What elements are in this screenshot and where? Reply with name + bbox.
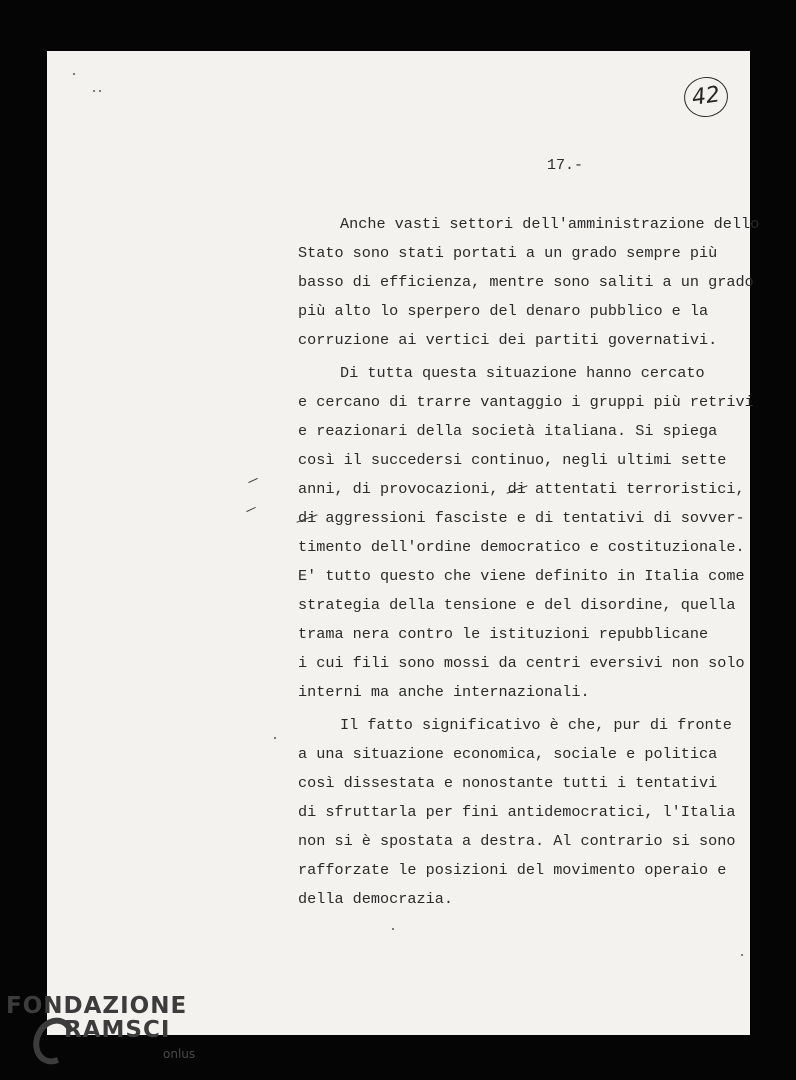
text-line-with-strikeout — [298, 475, 748, 504]
text-line: basso di efficienza, mentre sono saliti a un grado — [298, 273, 754, 291]
paper-speck — [392, 928, 394, 930]
text-line: Di tutta questa situazione hanno cercato — [340, 364, 705, 382]
paper-speck — [99, 90, 101, 92]
text-line: interni ma anche internazionali. — [298, 683, 590, 701]
text-line: di sfruttarla per fini antidemocratici, l'Italia — [298, 803, 736, 821]
text-line: a una situazione economica, sociale e politica — [298, 745, 718, 763]
text-line: e cercano di trarre vantaggio i gruppi più retrivi — [298, 393, 754, 411]
fondazione-gramsci-watermark — [6, 993, 206, 1073]
paper-speck — [73, 73, 75, 75]
text-line: rafforzate le posizioni del movimento operaio e — [298, 861, 727, 879]
paper-speck — [274, 737, 276, 739]
watermark-suffix: onlus — [163, 1047, 196, 1061]
text-line: timento dell'ordine democratico e costituzionale. — [298, 538, 745, 556]
text-line: così il succedersi continuo, negli ultimi sette — [298, 451, 727, 469]
page-number: 17.- — [547, 157, 584, 174]
text-line: non si è spostata a destra. Al contrario si sono — [298, 832, 736, 850]
paragraph-2 — [298, 359, 754, 707]
struck-word: di — [298, 509, 317, 527]
text-line: così dissestata e nonostante tutti i tentativi — [298, 774, 718, 792]
margin-mark — [248, 478, 257, 483]
archive-number-stamp: 42 — [681, 74, 730, 120]
watermark-line-1: FONDAZIONE — [6, 993, 188, 1019]
text-line: E' tutto questo che viene definito in Italia come — [298, 567, 745, 585]
text-segment: attentati terroristici, — [525, 480, 745, 498]
text-line-with-strikeout — [298, 504, 748, 533]
struck-word: di — [507, 480, 526, 498]
text-line: trama nera contro le istituzioni repubblicane — [298, 625, 709, 643]
text-line: Anche vasti settori dell'amministrazione dello — [340, 215, 760, 233]
text-segment: aggressioni fasciste e di tentativi di sovver- — [316, 509, 745, 527]
text-line: corruzione ai vertici dei partiti governativi. — [298, 331, 718, 349]
body-text — [298, 210, 760, 918]
text-segment: anni, di provocazioni, — [298, 480, 508, 498]
document-page — [47, 51, 760, 1035]
paper-speck — [93, 90, 95, 92]
text-line: strategia della tensione e del disordine, quella — [298, 596, 736, 614]
paragraph-1 — [298, 210, 760, 355]
paper-speck — [741, 954, 743, 956]
text-line: Il fatto significativo è che, pur di fronte — [340, 716, 732, 734]
paragraph-3 — [298, 711, 748, 914]
text-line: e reazionari della società italiana. Si spiega — [298, 422, 718, 440]
watermark-line-2: RAMSCI — [64, 1017, 171, 1043]
text-line: i cui fili sono mossi da centri eversivi non solo — [298, 654, 745, 672]
margin-mark — [246, 507, 255, 512]
text-line: della democrazia. — [298, 890, 453, 908]
text-line: più alto lo sperpero del denaro pubblico e la — [298, 302, 709, 320]
text-line: Stato sono stati portati a un grado sempre più — [298, 244, 718, 262]
